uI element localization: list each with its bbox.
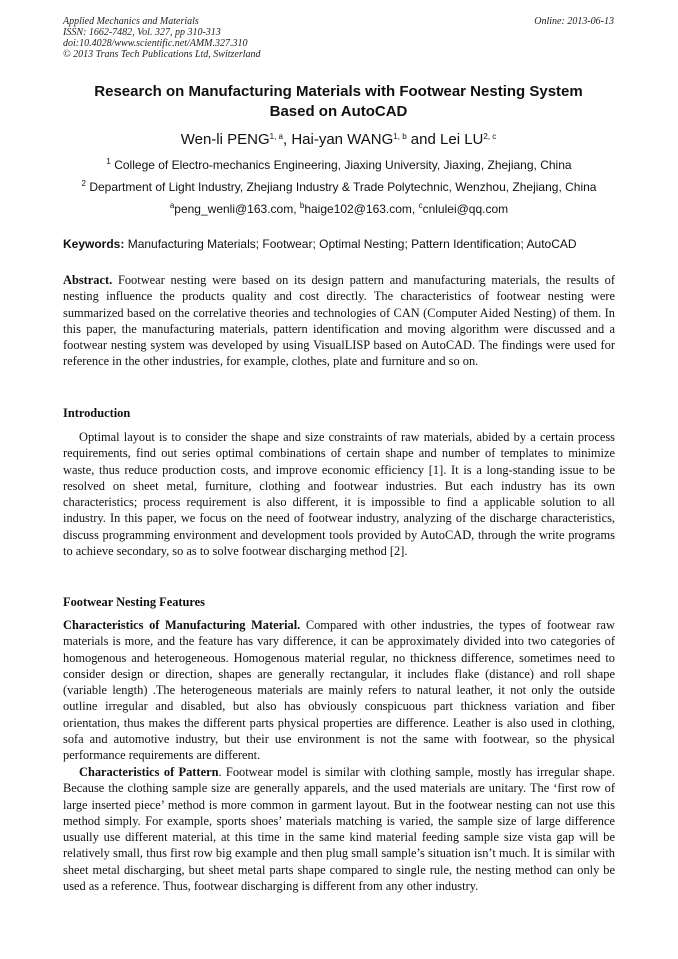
title-line-1: Research on Manufacturing Materials with Footwear Nesting System — [94, 83, 583, 100]
affiliation-text: Department of Light Industry, Zhejiang Industry & Trade Polytechnic, Wenzhou, Zhejiang, China — [89, 180, 597, 194]
issn-line: ISSN: 1662-7482, Vol. 327, pp 310-313 — [63, 27, 221, 38]
keywords-label: Keywords: — [63, 237, 125, 251]
author-superscript: 1, a — [269, 132, 283, 141]
online-date: Online: 2013-06-13 — [534, 16, 614, 27]
keywords-text: Manufacturing Materials; Footwear; Optimal Nesting; Pattern Identification; AutoCAD — [124, 237, 577, 251]
material-label: Characteristics of Manufacturing Material. — [63, 618, 301, 632]
author-superscript: 2, c — [483, 132, 497, 141]
title-line-2: Based on AutoCAD — [269, 103, 408, 120]
author-name: Wen-li PENG — [180, 131, 270, 148]
affiliation-superscript: 1 — [106, 157, 111, 166]
material-paragraph — [63, 617, 615, 764]
material-text: Compared with other industries, the types of footwear raw materials is more, and the feature has vary difference, it can be approximately divided into two categories of homogenous and heterogeneous. Homogenous material regular, no thickness difference, sometimes need to consider design or direction, shapes are generally rectangular, it includes flake (distance) and roll shape (variable length) .The heterogeneous materials are mainly refers to natural leather, it not only the outside outline irregular and disabled, but also has obviously conspicuous part thickness variation and fiber orientation, thus makes the different parts physical properties are difference. Leather is also used in clothing, sofa and automotive industry, but their use environment is not the same with footwear, so the physical performance requirements are different. — [63, 618, 616, 763]
pattern-text: . Footwear model is similar with clothing sample, mostly has irregular shape. Because the clothing sample size are generally apparels, and the used materials are unitary. The ‘first row of large inserted piece’ method is more common in garment layout. But in the footwear nesting can not use this method simply. For example, sports shoes’ materials matching is varied, the sample size of large difference usually use different material, at this time in the same kind material feeding sample size vista gap will be relatively small, thus first row big example and then plug small sample’s situation isn’t much. It is similar with sheet metal discharging, but sheet metal parts shape compared to single rule, the nesting method can only be used as a reference. Thus, footwear discharging is different from any other industry. — [63, 765, 616, 894]
author-superscript: 1, b — [393, 132, 407, 141]
email-line: $^a$peng_wenli@163.com, $^b$haige102@163.com, $^c$cnlulei@qq.com — [169, 201, 509, 216]
email-superscript: a — [169, 201, 175, 210]
introduction-heading: Introduction — [63, 406, 131, 420]
keywords — [63, 236, 623, 252]
abstract-text: Footwear nesting were based on its design pattern and manufacturing materials, the results of nesting influence the products quality and cost directly. The characteristics of footwear nesting were summarized based on the correlative theories and technologies of CAN (Computer Aided Nesting) of them. In this paper, the manufacturing materials, pattern identification and moving algorithm were discussed and a footwear nesting system was developed by using VisualLISP based on AutoCAD. The findings were used for reference in the other industries, for example, clothes, plate and furniture and so on. — [63, 273, 615, 369]
copyright-line: © 2013 Trans Tech Publications Ltd, Switzerland — [63, 49, 261, 60]
pattern-label: Characteristics of Pattern — [79, 765, 219, 779]
email-superscript: c — [418, 201, 423, 210]
affiliation-2 — [56, 179, 622, 195]
author-list — [63, 130, 614, 150]
author-name: Hai-yan WANG — [291, 131, 394, 148]
email-text: peng_wenli@163.com — [174, 202, 294, 216]
author-separator: and — [406, 131, 441, 148]
journal-info — [63, 16, 261, 60]
doi-line: doi:10.4028/www.scientific.net/AMM.327.310 — [63, 38, 248, 49]
introduction-paragraph: Optimal layout is to consider the shape and size constraints of raw materials, abided by a certain process requirements, find out series optimal combinations of certain shape and number of templates to minimize waste, thus reduce production costs, and improve economic efficiency [1]. It is a long-standing issue to be resolved on sheet metal, furniture, clothing and footwear industries. But each industry has its own characteristics; process requirement is also different, it is impossible to find a applicable solution to all industry. In this paper, we focus on the need of footwear industry, analyzing of the discharge characteristics, discuss programming environment and development tools provided by AutoCAD, through the write programs to achieve secondary, so as to solve footwear discharging method [2]. — [63, 430, 615, 559]
author-name: Lei LU — [440, 131, 484, 148]
paper-title — [63, 82, 614, 122]
affiliation-1 — [56, 157, 622, 173]
author-separator: , — [282, 131, 292, 148]
features-heading: Footwear Nesting Features — [63, 595, 206, 609]
affiliation-text: College of Electro-mechanics Engineering, Jiaxing University, Jiaxing, Zhejiang, China — [114, 158, 572, 172]
abstract-label: Abstract. — [63, 273, 113, 287]
email-superscript: b — [299, 201, 305, 210]
email-text: cnlulei@qq.com — [422, 202, 509, 216]
affiliation-superscript: 2 — [81, 179, 86, 188]
abstract-paragraph — [63, 272, 615, 370]
journal-name: Applied Mechanics and Materials — [63, 16, 199, 27]
email-text: haige102@163.com — [304, 202, 412, 216]
pattern-paragraph — [63, 764, 615, 894]
